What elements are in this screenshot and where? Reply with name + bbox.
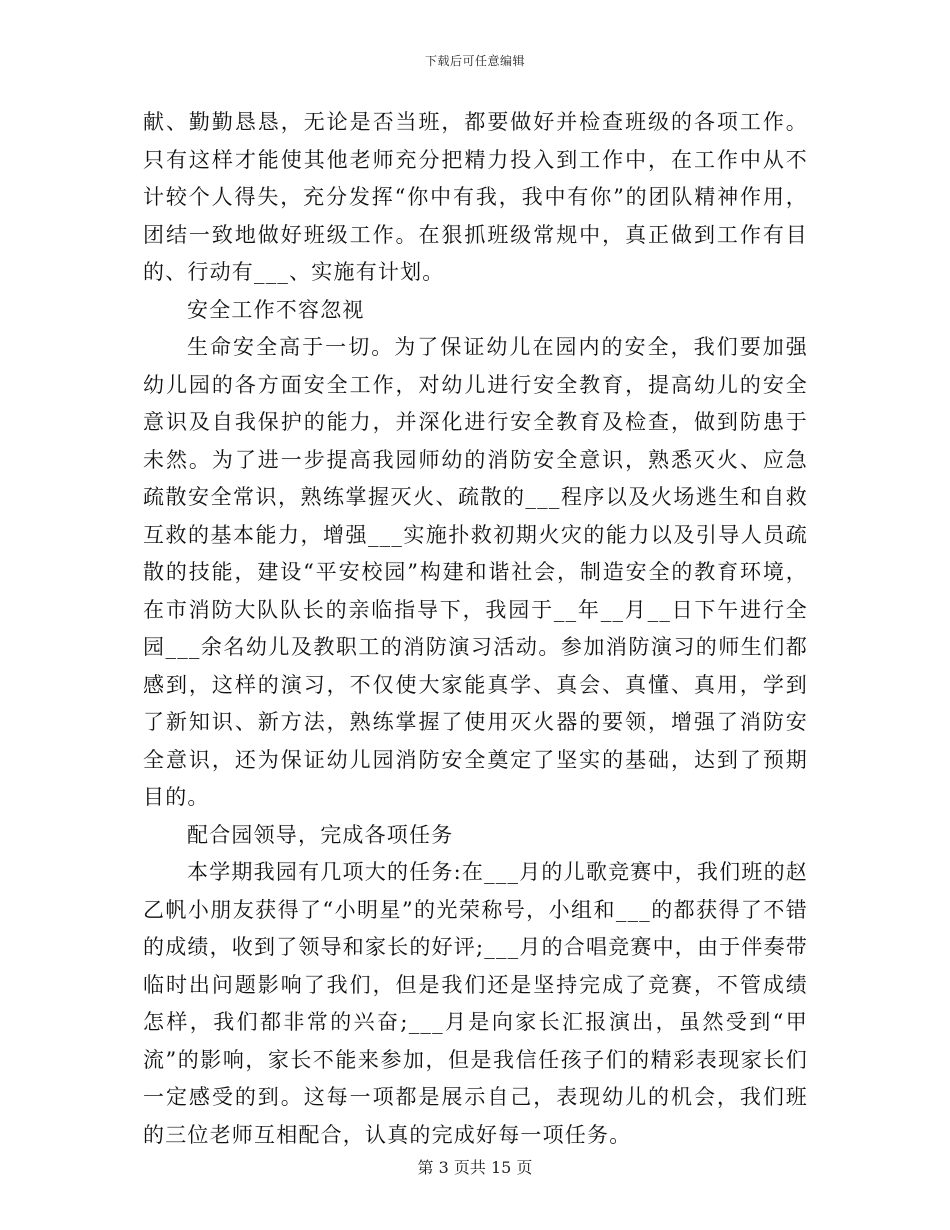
section-heading-tasks: 配合园领导，完成各项任务	[187, 822, 454, 847]
paragraph-teamwork: 献、勤勤恳恳，无论是否当班，都要做好并检查班级的各项工作。只有这样才能使其他老师充分把精力投入到工作中，在工作中从不计较个人得失，充分发挥“你中有我，我中有你”的团队精神作用，团结一致地做好班级工作。在狠抓班级常规中，真正做到工作有目的、行动有___、实施有计划。	[143, 110, 808, 284]
paragraph-safety: 生命安全高于一切。为了保证幼儿在园内的安全，我们要加强幼儿园的各方面安全工作，对幼儿进行安全教育，提高幼儿的安全意识及自我保护的能力，并深化进行安全教育及检查，做到防患于未然。为了进一步提高我园师幼的消防安全意识，熟悉灭火、应急疏散安全常识，熟练掌握灭火、疏散的___程序以及火场逃生和自救互救的基本能力，增强___实施扑救初期火灾的能力以及引导人员疏散的技能，建设“平安校园”构建和谐社会，制造安全的教育环境，在市消防大队队长的亲临指导下，我园于__年__月__日下午进行全园___余名幼儿及教职工的消防演习活动。参加消防演习的师生们都感到，这样的演习，不仅使大家能真学、真会、真懂、真用，学到了新知识、新方法，熟练掌握了使用灭火器的要领，增强了消防安全意识，还为保证幼儿园消防安全奠定了坚实的基础，达到了预期目的。	[143, 335, 808, 809]
paragraph-tasks: 本学期我园有几项大的任务:在___月的儿歌竞赛中，我们班的赵乙帆小朋友获得了“小明星”的光荣称号，小组和___的都获得了不错的成绩，收到了领导和家长的好评;___月的合唱竞赛中，由于伴奏带临时出问题影响了我们，但是我们还是坚持完成了竞赛，不管成绩怎样，我们都非常的兴奋;___月是向家长汇报演出，虽然受到“甲流”的影响，家长不能来参加，但是我信任孩子们的精彩表现家长们一定感受的到。这每一项都是展示自己，表现幼儿的机会，我们班的三位老师互相配合，认真的完成好每一项任务。	[143, 860, 808, 1147]
section-heading-safety: 安全工作不容忽视	[187, 297, 365, 322]
page-number: 第 3 页共 15 页	[417, 1158, 533, 1177]
document-body	[143, 104, 808, 1154]
page-header: 下载后可任意编辑	[424, 54, 525, 68]
